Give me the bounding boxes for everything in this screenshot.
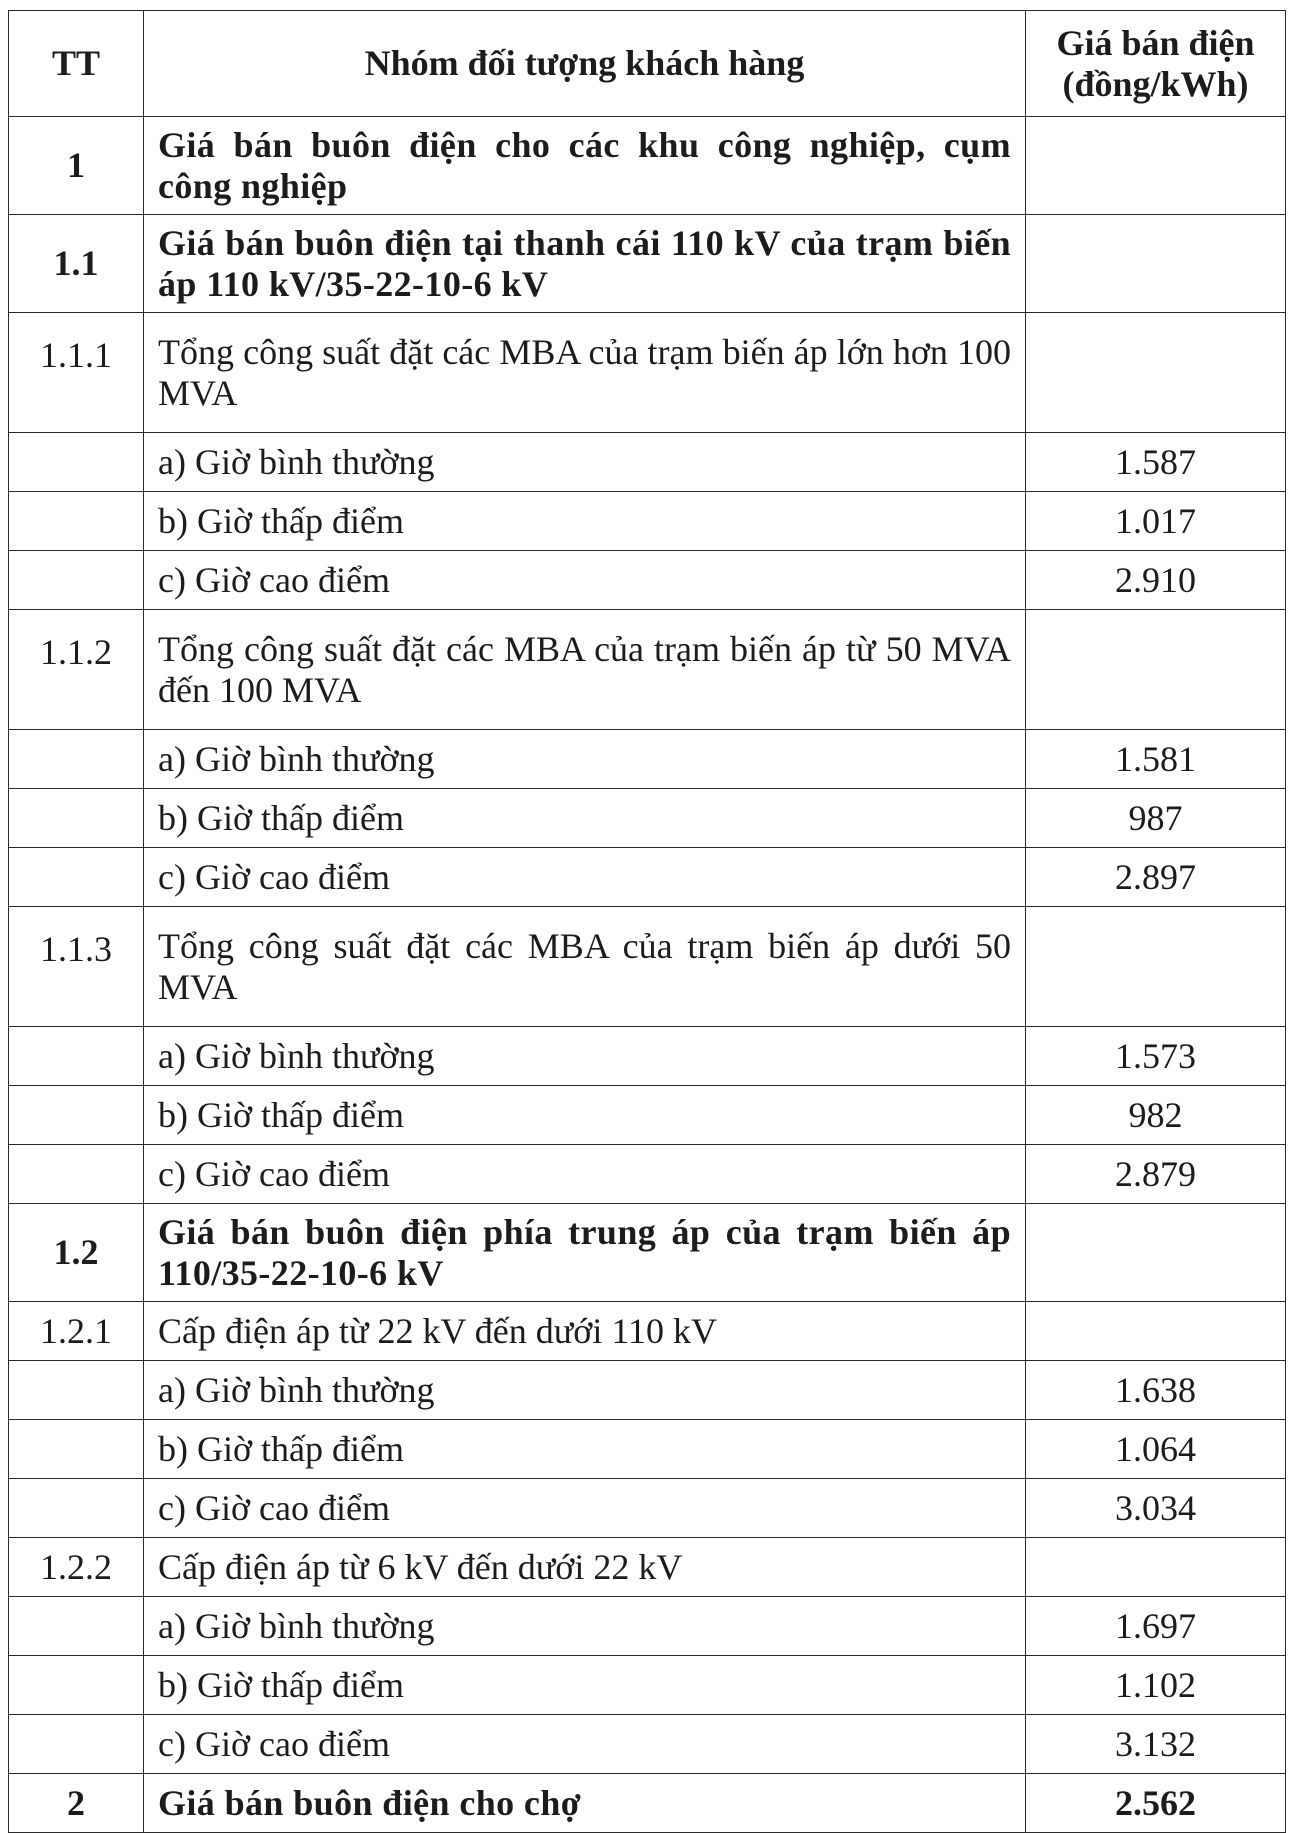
row-customer-group: a) Giờ bình thường	[144, 1027, 1026, 1086]
table-row	[9, 907, 1286, 1027]
header-price-line1: Giá bán điện	[1056, 22, 1255, 63]
row-tt	[9, 492, 144, 551]
table-row	[9, 730, 1286, 789]
row-customer-group: b) Giờ thấp điểm	[144, 1086, 1026, 1145]
table-row	[9, 313, 1286, 433]
row-tt: 2	[9, 1774, 144, 1833]
row-customer-group: c) Giờ cao điểm	[144, 551, 1026, 610]
row-tt: 1.1	[9, 215, 144, 313]
header-price-line2: (đồng/kWh)	[1062, 63, 1249, 104]
row-customer-group: a) Giờ bình thường	[144, 1597, 1026, 1656]
row-customer-group: b) Giờ thấp điểm	[144, 492, 1026, 551]
row-price	[1026, 1204, 1286, 1302]
row-tt	[9, 433, 144, 492]
row-tt: 1.2.1	[9, 1302, 144, 1361]
row-price	[1026, 1538, 1286, 1597]
row-price: 1.017	[1026, 492, 1286, 551]
row-price: 2.897	[1026, 848, 1286, 907]
row-price: 2.910	[1026, 551, 1286, 610]
row-price: 982	[1026, 1086, 1286, 1145]
row-customer-group: b) Giờ thấp điểm	[144, 1656, 1026, 1715]
row-tt	[9, 1656, 144, 1715]
table-row	[9, 1715, 1286, 1774]
header-tt: TT	[9, 11, 144, 117]
row-price: 1.587	[1026, 433, 1286, 492]
table-row	[9, 1597, 1286, 1656]
row-customer-group: a) Giờ bình thường	[144, 730, 1026, 789]
row-tt: 1.1.1	[9, 313, 144, 433]
table-row	[9, 1086, 1286, 1145]
table-row	[9, 1027, 1286, 1086]
table-row	[9, 1145, 1286, 1204]
table-row	[9, 117, 1286, 215]
row-tt	[9, 1420, 144, 1479]
row-customer-group: c) Giờ cao điểm	[144, 1145, 1026, 1204]
row-price: 3.034	[1026, 1479, 1286, 1538]
row-price: 1.638	[1026, 1361, 1286, 1420]
table-row	[9, 789, 1286, 848]
row-tt: 1.2.2	[9, 1538, 144, 1597]
header-customer-group: Nhóm đối tượng khách hàng	[144, 11, 1026, 117]
table-row	[9, 1774, 1286, 1833]
row-tt	[9, 848, 144, 907]
row-tt	[9, 1145, 144, 1204]
row-customer-group: Tổng công suất đặt các MBA của trạm biến áp dưới 50 MVA	[144, 907, 1026, 1027]
row-price	[1026, 215, 1286, 313]
row-tt	[9, 1086, 144, 1145]
table-row	[9, 1204, 1286, 1302]
table-row	[9, 551, 1286, 610]
row-tt	[9, 1361, 144, 1420]
row-customer-group: b) Giờ thấp điểm	[144, 1420, 1026, 1479]
table-row	[9, 1302, 1286, 1361]
row-tt: 1	[9, 117, 144, 215]
row-tt	[9, 1715, 144, 1774]
table-row	[9, 492, 1286, 551]
row-customer-group: Giá bán buôn điện cho chợ	[144, 1774, 1026, 1833]
header-price	[1026, 11, 1286, 117]
row-tt: 1.2	[9, 1204, 144, 1302]
row-price: 1.581	[1026, 730, 1286, 789]
row-customer-group: c) Giờ cao điểm	[144, 1715, 1026, 1774]
row-price: 1.102	[1026, 1656, 1286, 1715]
row-price: 1.697	[1026, 1597, 1286, 1656]
row-price: 1.064	[1026, 1420, 1286, 1479]
row-tt	[9, 1479, 144, 1538]
table-row	[9, 1656, 1286, 1715]
table-body	[9, 117, 1286, 1833]
row-price: 1.573	[1026, 1027, 1286, 1086]
table-row	[9, 848, 1286, 907]
row-price	[1026, 610, 1286, 730]
row-price: 2.879	[1026, 1145, 1286, 1204]
table-row	[9, 1361, 1286, 1420]
table-row	[9, 610, 1286, 730]
row-customer-group: a) Giờ bình thường	[144, 1361, 1026, 1420]
row-customer-group: Cấp điện áp từ 6 kV đến dưới 22 kV	[144, 1538, 1026, 1597]
table-row	[9, 215, 1286, 313]
row-tt	[9, 551, 144, 610]
row-price	[1026, 1302, 1286, 1361]
electricity-price-table	[8, 10, 1286, 1833]
table-header-row	[9, 11, 1286, 117]
row-customer-group: Giá bán buôn điện phía trung áp của trạm biến áp 110/35-22-10-6 kV	[144, 1204, 1026, 1302]
row-price	[1026, 313, 1286, 433]
row-customer-group: c) Giờ cao điểm	[144, 848, 1026, 907]
row-tt: 1.1.3	[9, 907, 144, 1027]
row-price	[1026, 117, 1286, 215]
row-customer-group: Giá bán buôn điện tại thanh cái 110 kV của trạm biến áp 110 kV/35-22-10-6 kV	[144, 215, 1026, 313]
price-table-sheet	[8, 10, 1285, 1833]
table-row	[9, 1420, 1286, 1479]
row-price: 2.562	[1026, 1774, 1286, 1833]
row-price: 987	[1026, 789, 1286, 848]
row-customer-group: c) Giờ cao điểm	[144, 1479, 1026, 1538]
row-customer-group: Tổng công suất đặt các MBA của trạm biến áp từ 50 MVA đến 100 MVA	[144, 610, 1026, 730]
table-row	[9, 433, 1286, 492]
row-price: 3.132	[1026, 1715, 1286, 1774]
row-tt	[9, 1027, 144, 1086]
row-tt	[9, 730, 144, 789]
row-customer-group: b) Giờ thấp điểm	[144, 789, 1026, 848]
table-row	[9, 1538, 1286, 1597]
row-customer-group: Cấp điện áp từ 22 kV đến dưới 110 kV	[144, 1302, 1026, 1361]
row-price	[1026, 907, 1286, 1027]
row-customer-group: Tổng công suất đặt các MBA của trạm biến áp lớn hơn 100 MVA	[144, 313, 1026, 433]
row-tt	[9, 789, 144, 848]
row-customer-group: a) Giờ bình thường	[144, 433, 1026, 492]
table-row	[9, 1479, 1286, 1538]
row-tt: 1.1.2	[9, 610, 144, 730]
row-customer-group: Giá bán buôn điện cho các khu công nghiệp, cụm công nghiệp	[144, 117, 1026, 215]
row-tt	[9, 1597, 144, 1656]
